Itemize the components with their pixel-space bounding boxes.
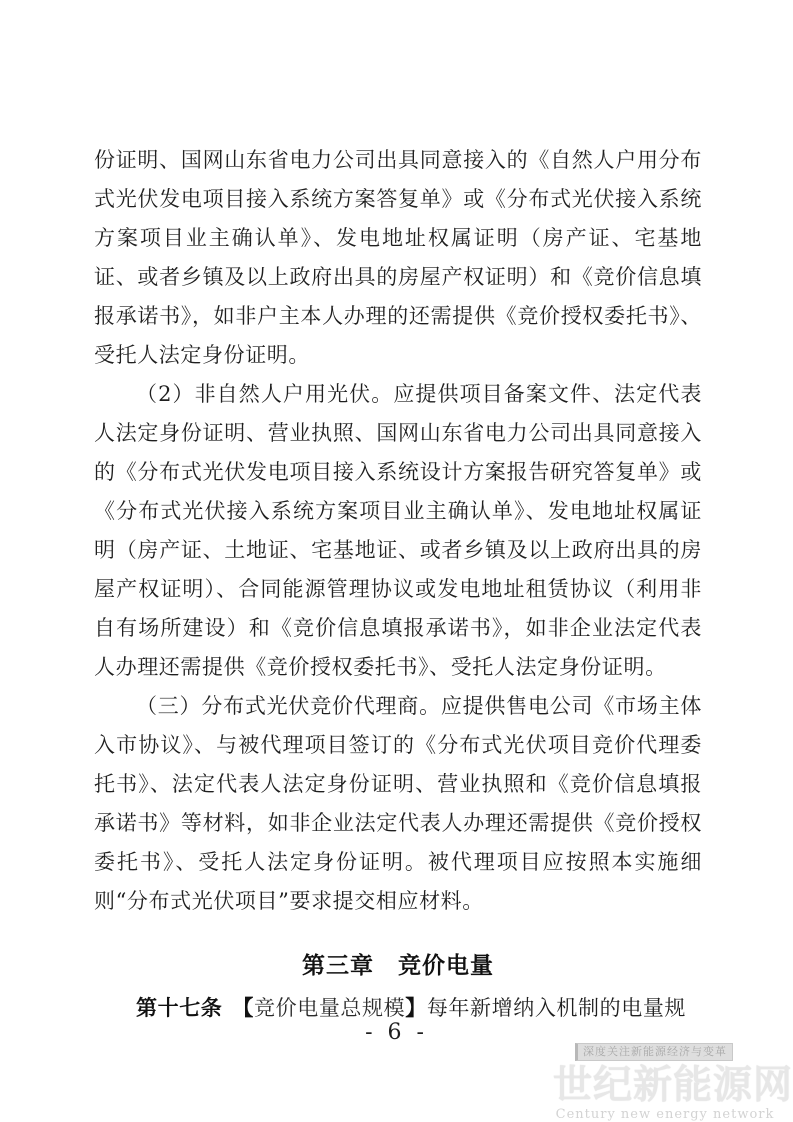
- watermark-subtitle: Century new energy network: [555, 1107, 775, 1122]
- paragraph-continuation: 份证明、国网山东省电力公司出具同意接入的《自然人户用分布式光伏发电项目接入系统方案答复单》或《分布式光伏接入系统方案项目业主确认单》、发电地址权属证明（房产证、宅基地证、或者乡镇及以上政府出具的房屋产权证明）和《竞价信息填报承诺书》，如非户主本人办理的还需提供《竞价授权委托书》、受托人法定身份证明。: [94, 148, 702, 367]
- paragraph-item-3: （三）分布式光伏竞价代理商。应提供售电公司《市场主体入市协议》、与被代理项目签订的《分布式光伏项目竞价代理委托书》、法定代表人法定身份证明、营业执照和《竞价信息填报承诺书》等材料，如非企业法定代表人办理还需提供《竞价授权委托书》、受托人法定身份证明。被代理项目应按照本实施细则“分布式光伏项目”要求提交相应材料。: [94, 694, 702, 913]
- document-body: [94, 141, 702, 1028]
- watermark: [553, 1040, 791, 1122]
- bracket-open: 【: [232, 995, 255, 1020]
- article-bracket-title: 竞价电量总规模: [254, 996, 406, 1020]
- watermark-logo: 世纪新能源网: [553, 1063, 793, 1108]
- chapter-heading: 第三章 竞价电量: [302, 953, 494, 979]
- article-number: 第十七条: [136, 996, 223, 1020]
- bracket-close: 】: [405, 995, 427, 1020]
- article-text: 每年新增纳入机制的电量规: [426, 996, 687, 1020]
- watermark-slogan: 深度关注新能源经济与变革: [575, 1043, 733, 1061]
- page-number: - 6 -: [365, 1020, 428, 1045]
- paragraph-item-2: （2）非自然人户用光伏。应提供项目备案文件、法定代表人法定身份证明、营业执照、国网山东省电力公司出具同意接入的《分布式光伏发电项目接入系统设计方案报告研究答复单》或《分布式光伏接入系统方案项目业主确认单》、发电地址权属证明（房产证、土地证、宅基地证、或者乡镇及以上政府出具的房屋产权证明）、合同能源管理协议或发电地址租赁协议（利用非自有场所建设）和《竞价信息填报承诺书》，如非企业法定代表人办理还需提供《竞价授权委托书》、受托人法定身份证明。: [94, 382, 702, 679]
